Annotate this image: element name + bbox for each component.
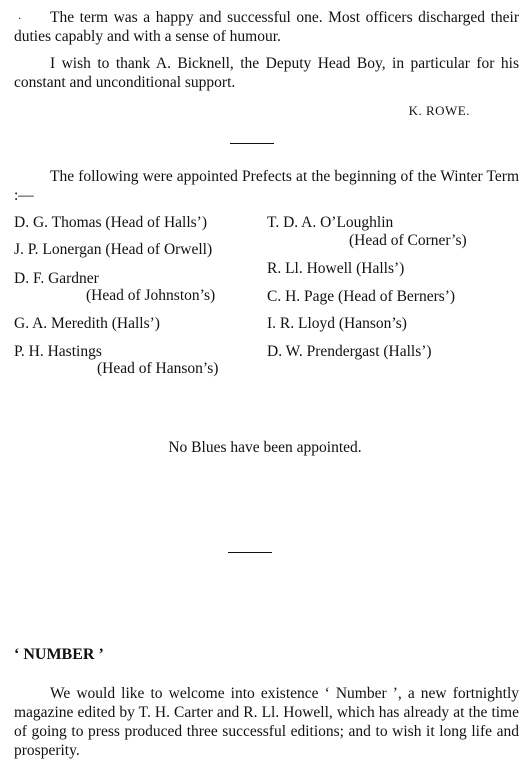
prefect-name: G. A. Meredith (Halls’) [14,315,160,332]
blues-note: No Blues have been appointed. [168,439,362,456]
thanks-paragraph: I wish to thank A. Bicknell, the Deputy Head Boy, in particular for his constant and unconditional support. [14,55,519,91]
number-paragraph: We would like to welcome into existence ‘ Number ’, a new fortnightly magazine edited by T. H. Carter and R. Ll. Howell, which has already at the time of going to press produced three successful editions; and to wish it long life and prosperity. [14,685,519,759]
prefect-role: (Head of Corner’s) [349,232,467,249]
stray-mark: · [18,14,22,25]
signature: K. ROWE. [408,103,470,118]
prefect-name: T. D. A. O’Loughlin [267,214,394,231]
prefect-name: D. W. Prendergast (Halls’) [267,343,432,360]
prefect-name: D. G. Thomas (Head of Halls’) [14,214,207,231]
section-divider [228,552,272,553]
prefect-name: I. R. Lloyd (Hanson’s) [267,315,407,332]
number-heading: ‘ NUMBER ’ [14,646,104,663]
prefect-name: D. F. Gardner [14,270,99,287]
prefects-intro: The following were appointed Prefects at the beginning of the Winter Term :— [14,168,519,204]
prefect-name: C. H. Page (Head of Berners’) [267,288,456,305]
prefect-name: J. P. Lonergan (Head of Orwell) [14,241,213,258]
prefect-name: R. Ll. Howell (Halls’) [267,260,405,277]
prefect-name: P. H. Hastings [14,343,102,360]
prefect-role: (Head of Johnston’s) [86,287,216,304]
prefect-role: (Head of Hanson’s) [97,360,219,377]
term-paragraph: The term was a happy and successful one. Most officers discharged their duties capably and with a sense of humour. [14,9,519,45]
section-divider [230,143,274,144]
